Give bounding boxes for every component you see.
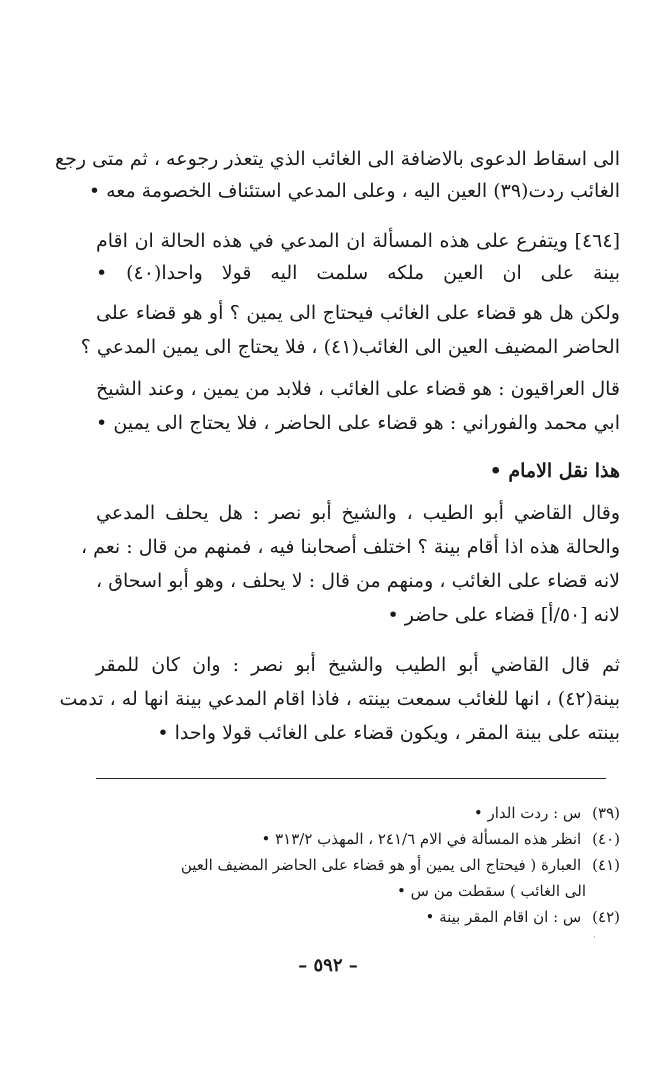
footnote-text: س : ردت الدار • [473, 804, 582, 822]
footnote-number: (٣٩) [592, 804, 620, 822]
footnote-42 [96, 904, 620, 930]
body-line-6: الحاضر المضيف العين الى الغائب(٤١) ، فلا يحتاج الى يمين المدعي ؟ [80, 336, 620, 358]
footnote-number: (٤١) [592, 856, 620, 874]
body-line-7: قال العراقيون : هو قضاء على الغائب ، فلابد من يمين ، وعند الشيخ [96, 378, 620, 400]
footnote-39 [96, 800, 620, 826]
body-line-8: ابي محمد والفوراني : هو قضاء على الحاضر ، فلا يحتاج الى يمين • [96, 412, 620, 434]
body-line-16: بينته على بينة المقر ، ويكون قضاء على الغائب قولا واحدا • [157, 722, 620, 744]
footnote-41-continued [96, 878, 586, 904]
footnote-40 [96, 826, 620, 852]
footnote-number: (٤٠) [592, 830, 620, 848]
body-line-5: ولكن هل هو قضاء على الغائب فيحتاج الى يمين ؟ أو هو قضاء على [96, 302, 620, 324]
footnote-number: (٤٢) [592, 908, 620, 926]
body-line-3: [٤٦٤] ويتفرع على هذه المسألة ان المدعي في هذه الحالة ان اقام [96, 230, 620, 252]
body-line-14: ثم قال القاضي أبو الطيب والشيخ أبو نصر : وان كان للمقر [96, 654, 620, 676]
body-line-1: الى اسقاط الدعوى بالاضافة الى الغائب الذي يتعذر رجوعه ، ثم متى رجع [55, 148, 620, 170]
body-line-12: لانه قضاء على الغائب ، ومنهم من قال : لا يحلف ، وهو أبو اسحاق ، [96, 570, 620, 592]
page-number: – ٥٩٢ – [298, 955, 358, 976]
footnote-text: الى الغائب ) سقطت من س • [397, 882, 586, 900]
body-line-11: والحالة هذه اذا أقام بينة ؟ اختلف أصحابنا فيه ، فمنهم من قال : نعم ، [80, 536, 620, 558]
footnote-text: العبارة ( فيحتاج الى يمين أو هو قضاء على الحاضر المضيف العين [180, 856, 582, 874]
body-line-9: هذا نقل الامام • [489, 460, 620, 482]
footnote-41 [96, 852, 620, 878]
footnote-divider [96, 778, 606, 779]
body-line-10: وقال القاضي أبو الطيب ، والشيخ أبو نصر : هل يحلف المدعي [96, 502, 620, 524]
footnote-text: انظر هذه المسألة في الام ٢٤١/٦ ، المهذب ٣١٣/٢ • [261, 830, 582, 848]
stray-mark: ˙ [592, 936, 597, 947]
body-line-2: الغائب ردت(٣٩) العين اليه ، وعلى المدعي استئناف الخصومة معه • [88, 180, 620, 202]
body-line-4: بينة على ان العين ملكه سلمت اليه قولا واحدا(٤٠) • [96, 262, 620, 284]
body-line-15: بينة(٤٢) ، انها للغائب سمعت بينته ، فاذا اقام المدعي بينة انها له ، تدمت [59, 688, 620, 710]
footnote-text: س : ان اقام المقر بينة • [425, 908, 582, 926]
body-line-13: لانه [٥٠/أ] قضاء على حاضر • [387, 604, 620, 626]
